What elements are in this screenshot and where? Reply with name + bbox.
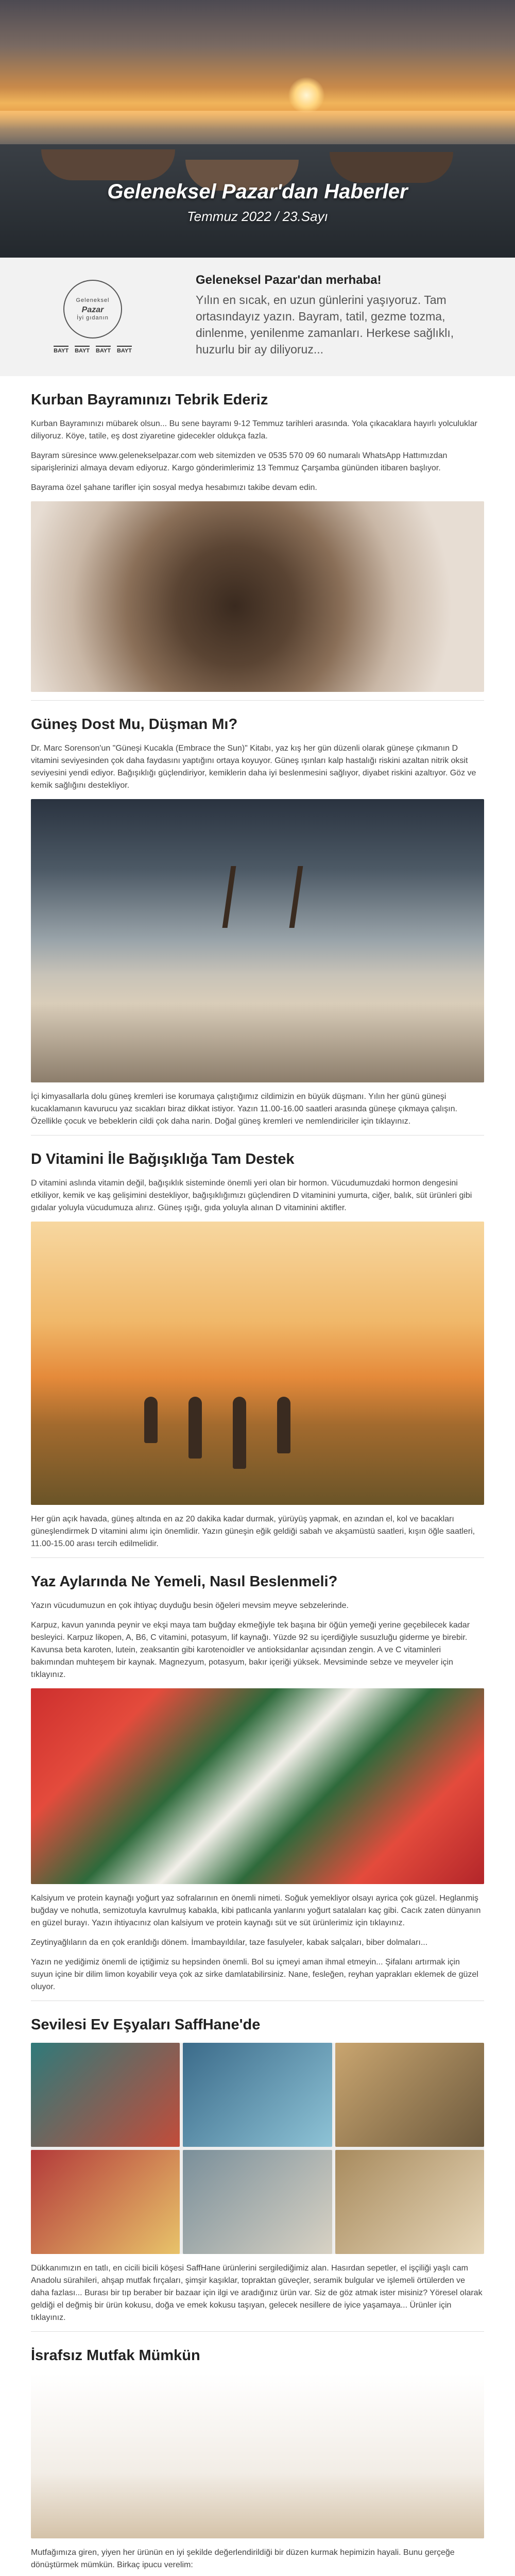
partner-logo: BAYT — [117, 346, 132, 354]
section-title: İsrafsız Mutfak Mümkün — [31, 2347, 200, 2364]
sun-raised-arms-image — [31, 799, 484, 1082]
paragraph[interactable]: İçi kimyasallarla dolu güneş kremleri ise korumaya çalıştığımız cildimizin en büyük düşmanı. Yılın her günü güneşi kucaklamanın kavurucu yaz sıcakları biraz dikkat istiyor. Yazın 11.00-16.00 saatleri arasında güneşe çıkmaya çalışın. Özellikle çocuk ve bebeklerin cildi çok daha narin. Doğal güneş kremleri ve nemlendiriciler için tıklayınız. — [31, 1092, 457, 1126]
person-silhouette — [144, 1397, 158, 1443]
product-tile — [335, 2150, 484, 2254]
hero-subtitle: Temmuz 2022 / 23.Sayı — [187, 209, 328, 224]
paragraph: D vitamini aslında vitamin değil, bağışıklık sisteminde önemli yeri olan bir hormon. Vücudumuzdaki hormon dengesini etkiliyor, kemik ve kaş gelişimini destekliyor, bağışıklığımızı güçlendiren D vitaminini yumurta, ciğer, balık, süt ürünleri gibi gıdalar yoluyla vücudumuza alırız. Güneş ışığı, gıda yoluyla alınan D vitaminini aktifler. — [31, 1179, 472, 1212]
greeting-text — [185, 258, 515, 376]
section-saffhane — [0, 2001, 515, 2324]
paragraph: Zeytinyağlıların da en çok eranldığı dönem. İmambayıldılar, taze fasulyeler, kabak salçaları, biber dolmaları... — [31, 1938, 428, 1947]
person-silhouette — [188, 1397, 202, 1459]
seal-motto: İyi gıdanın — [77, 315, 109, 321]
coffee-cup-image — [31, 501, 484, 692]
partner-logo: BAYT — [54, 346, 68, 354]
section-gunes — [0, 701, 515, 1128]
sun-illustration — [288, 77, 324, 113]
section-title: Sevilesi Ev Eşyaları SaffHane'de — [31, 2016, 261, 2033]
paragraph: Bayrama özel şahane tarifler için sosyal medya hesabımızı takibe devam edin. — [31, 483, 317, 492]
product-tile — [183, 2043, 332, 2147]
family-field-image — [31, 1222, 484, 1505]
paragraph: Her gün açık havada, güneş altında en az 20 dakika kadar durmak, yürüyüş yapmak, en azından el, kol ve bacakları güneşlendirmek D vitamini alımı için önemlidir. Yazın güneşin eğik geldiği sabah ve akşamüstü saatleri, kışın öğle saatleri, 11.00-15.00 arası tercih edilmelidir. — [31, 1515, 475, 1548]
person-silhouette — [277, 1397, 290, 1453]
paragraph[interactable]: Dükkanımızın en tatlı, en cicili bicili köşesi SaffHane ürünlerini sergilediğimiz alan. Hasırdan sepetler, el işçiliği yaşlı cam Anadolu sürahileri, ahşap mutfak fırçaları, şimşir kaşıklar, topraktan güveçler, seramik bulgular ve işlemeli örtülerden ve daha fazlası... Burası bir tıp beraber bir bazaar için ilgi ve aradığınız ürün var. Siz de göz atmak ister misiniz? Yöresel olarak geldiği el değmiş bir ürün kokusu, doğa ve emek kokusu taşıyan, gelecek nesillere de iyice yaşamaya... Ürünler için tıklayınız. — [31, 2264, 483, 2322]
product-tile — [183, 2150, 332, 2254]
section-title: Güneş Dost Mu, Düşman Mı? — [31, 716, 238, 733]
product-tile — [335, 2043, 484, 2147]
watermelon-salad-image — [31, 1688, 484, 1884]
paragraph: Kurban Bayramınızı mübarek olsun... Bu sene bayramı 9-12 Temmuz tarihleri arasında. Yola çıkacaklara hayırlı yolculuklar diliyoruz. Köye, tatile, eş dost ziyaretine gidecekler oldukça fazla. — [31, 419, 477, 440]
section-title: Yaz Aylarında Ne Yemeli, Nasıl Beslenmeli? — [31, 1573, 338, 1590]
section-title: D Vitamini İle Bağışıklığa Tam Destek — [31, 1151, 295, 1167]
paragraph: Bayram süresince www.gelenekselpazar.com web sitemizden ve 0535 570 09 60 numaralı WhatsApp Hattımızdan siparişlerinizi almaya devam ediyoruz. Kargo gönderimlerimiz 13 Temmuz Çarşamba gününden itibaren başlıyor. — [31, 451, 448, 472]
section-bayram — [0, 376, 515, 692]
brand-seal-logo — [63, 280, 122, 338]
paragraph: Dr. Marc Sorenson'un "Güneşi Kucakla (Embrace the Sun)" Kitabı, yaz kış her gün düzenli olarak güneşe çıkmanın D vitamini seviyesinden çok daha faydasını yaptığını ortaya koyuyor. Güneş ışınları kalp hastalığı riskini azaltan nitrik oksit seviyesini yendi ediyor. Bağışıklığı güçlendiriyor, kemiklerin daha iyi beslenmesini sağlıyor, diyabet riskini azaltıyor. Göz ve kemik sağlığını destekliyor. — [31, 744, 476, 790]
paragraph: Yazın ne yediğimiz önemli de içtiğimiz su hepsinden önemli. Bol su içmeyi aman ihmal etmeyin... Şifalanı artırmak için suyun içine bir dilim limon koyabilir veya çok az sirke damlatabilirsiniz. Nane, fesleğen, reyhan yaprakları eklemek de güzel oluyor. — [31, 1958, 478, 1991]
section-title: Kurban Bayramınızı Tebrik Ederiz — [31, 392, 268, 408]
paragraph: Mutfağımıza giren, yiyen her ürünün en iyi şekilde değerlendirildiği bir düzen kurmak hepimizin hayali. Bunu gerçeğe dönüştürmek mümkün. Birkaç ipucu verelim: — [31, 2548, 455, 2569]
kitchen-jars-image — [31, 2374, 484, 2538]
paragraph[interactable]: Kalsiyum ve protein kaynağı yoğurt yaz sofralarının en önemli nimeti. Soğuk yemekliyor olsayı ayrica çok güzel. Heglanmiş buğday ve nohutla, semizotuyla kavrulmuş kabakla, kibi patlıcanla yanlarını yoğurt satalaları kaç gibi. Cacık zaten dünyanın en güzel burayı. Yazın ihtiyacınız olan kalsiyum ve protein kaynağı süt ve süt ürünlerimiz için tıklayınız. — [31, 1894, 481, 1927]
seal-line2: Pazar — [81, 306, 104, 314]
products-grid-image — [31, 2043, 484, 2254]
raised-arms-illustration — [222, 866, 303, 928]
hero-banner — [0, 0, 515, 258]
section-yaz-beslenme — [0, 1558, 515, 1993]
boat-illustration — [330, 152, 453, 183]
family-silhouettes — [144, 1397, 290, 1469]
greeting-block — [0, 258, 515, 376]
seal-line1: Geleneksel — [76, 297, 110, 303]
partner-logo: BAYT — [75, 346, 90, 354]
partner-logos — [54, 346, 132, 354]
partner-logo: BAYT — [96, 346, 111, 354]
paragraph[interactable]: Karpuz, kavun yanında peynir ve ekşi maya tam buğday ekmeğiyle tek başına bir öğün yemeği yerine geçebilecek kadar besleyici. Karpuz likopen, A, B6, C vitamini, potasyum, lif kaynağı. Yüzde 92 su içerdiğiyle susuzluğu giderme ye birebir. Kavunsa beta karoten, lutein, zeaksantin gibi karotenoidler ve antioksidanlar açısından zengin. A ve C vitaminleri bakımından muhteşem bir kaynak. Magnezyum, potasyum, bakır içeriği yüksek. Mevsiminde sebze ve meyveler için tıklayınız. — [31, 1621, 470, 1679]
section-d-vitamini — [0, 1136, 515, 1550]
person-silhouette — [233, 1397, 246, 1469]
greeting-body: Yılın en sıcak, en uzun günlerini yaşıyoruz. Tam ortasındayız yazın. Bayram, tatil, gezme tozma, dinlenme, yenilenme zamanları. Herkese sağlıklı, huzurlu bir ay diliyoruz... — [196, 293, 454, 356]
greeting-title: Geleneksel Pazar'dan merhaba! — [196, 273, 382, 287]
water-illustration — [0, 111, 515, 147]
hero-title: Geleneksel Pazar'dan Haberler — [107, 180, 408, 203]
section-israfsiz — [0, 2332, 515, 2576]
product-tile — [31, 2150, 180, 2254]
logo-column — [0, 258, 185, 376]
paragraph: Yazın vücudumuzun en çok ihtiyaç duyduğu besin öğeleri mevsim meyve sebzelerinde. — [31, 1601, 349, 1610]
product-tile — [31, 2043, 180, 2147]
boat-illustration — [41, 149, 175, 180]
